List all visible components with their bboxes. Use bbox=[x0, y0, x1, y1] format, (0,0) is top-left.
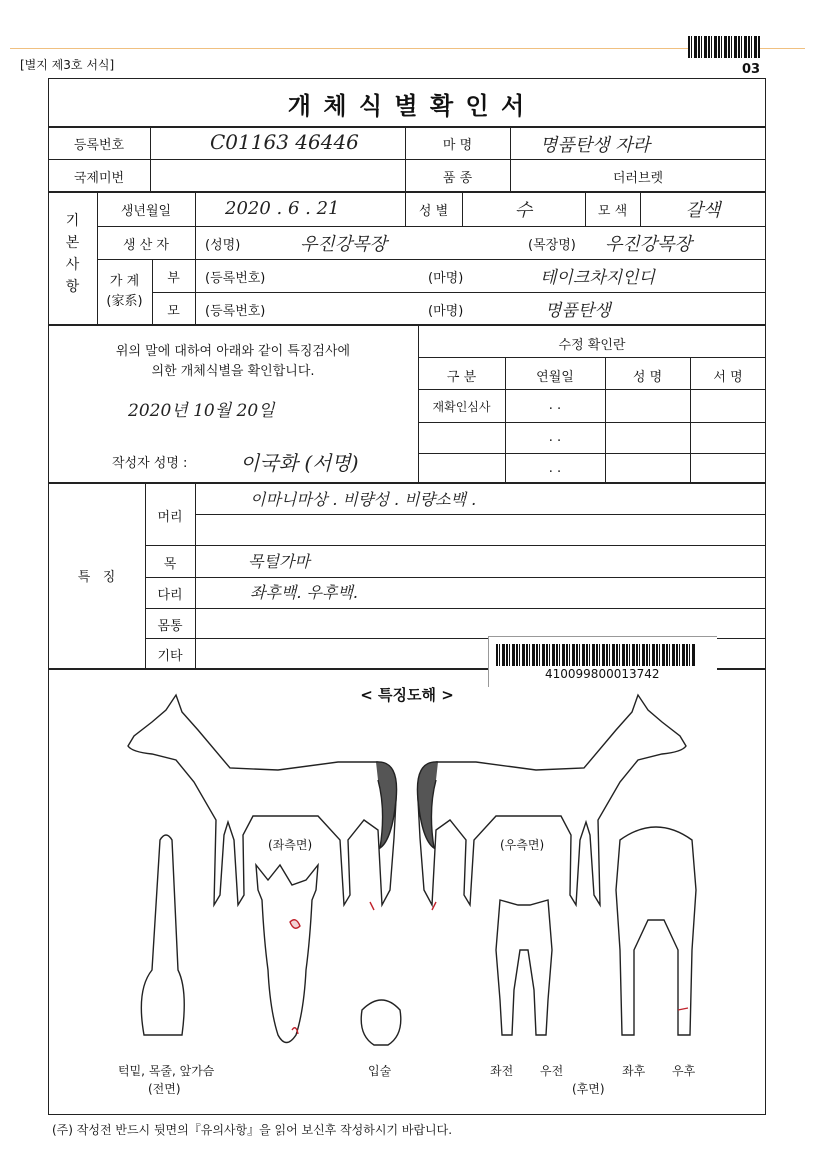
statement-line-2: 의한 개체식별을 확인합니다. bbox=[151, 364, 315, 379]
head-value: 이마니마상 . 비량성 . 비량소백 . bbox=[250, 490, 477, 509]
diagram-title: < 특징도해 > bbox=[360, 686, 454, 704]
muzzle-view bbox=[361, 1000, 401, 1045]
statement-line-1: 위의 말에 대하여 아래와 같이 특징검사에 bbox=[115, 344, 351, 359]
muzzle-marking bbox=[292, 1028, 298, 1034]
front-label: (전면) bbox=[148, 1082, 181, 1096]
international-label: 국제미번 bbox=[73, 171, 125, 186]
front-caption: 턱밑, 목줄, 앞가슴 bbox=[118, 1064, 215, 1078]
confirmation-date: 2020년 10월 20일 bbox=[128, 401, 275, 421]
horse-diagram bbox=[48, 690, 766, 1110]
muzzle-label: 입술 bbox=[368, 1064, 392, 1078]
producer-name-value: 우진강목장 bbox=[300, 234, 387, 255]
rear-marking bbox=[678, 1008, 688, 1010]
right-side-label: (우측면) bbox=[500, 838, 545, 852]
neck-label: 목 bbox=[163, 557, 177, 572]
head-front-view bbox=[256, 865, 318, 1043]
head-marking bbox=[290, 920, 300, 929]
sire-value: 테이크차지인디 bbox=[540, 268, 655, 288]
basic-info-section-label: 기 본 사 항 bbox=[65, 213, 80, 295]
page-number: 03 bbox=[742, 62, 761, 77]
legs-rear-view bbox=[616, 827, 696, 1035]
document-title: 개 체 식 별 확 인 서 bbox=[287, 92, 527, 120]
other-label: 기타 bbox=[157, 649, 183, 664]
sire-label: 부 bbox=[167, 271, 180, 286]
sire-name-label: (마명) bbox=[428, 271, 464, 286]
birth-label: 생년월일 bbox=[120, 204, 172, 219]
farm-value: 우진강목장 bbox=[605, 234, 692, 255]
coat-value: 갈색 bbox=[685, 200, 721, 221]
author-value: 이국화 (서명) bbox=[240, 451, 359, 475]
pedigree-label: 가 계 (家系) bbox=[106, 274, 143, 309]
revision-row-3-date: . . bbox=[548, 461, 562, 476]
dam-name-label: (마명) bbox=[428, 304, 464, 319]
horse-right-side bbox=[418, 695, 686, 905]
revision-row-1-date: . . bbox=[548, 398, 562, 413]
revision-header-sign: 서 명 bbox=[713, 370, 743, 385]
top-rule bbox=[10, 48, 805, 49]
neck-value: 목털가마 bbox=[248, 552, 310, 571]
dam-label: 모 bbox=[167, 304, 180, 319]
legs-value: 좌후백. 우후백. bbox=[250, 583, 358, 602]
farm-label: (목장명) bbox=[528, 238, 576, 253]
features-section-label: 특 징 bbox=[77, 570, 116, 585]
front-left-label: 좌전 bbox=[490, 1064, 514, 1078]
body-label: 몸통 bbox=[157, 619, 183, 634]
revision-header-name: 성 명 bbox=[632, 370, 663, 385]
leg-marking-1 bbox=[370, 902, 374, 910]
revision-header-type: 구 분 bbox=[446, 370, 477, 385]
author-label: 작성자 성명 : bbox=[112, 456, 188, 471]
sire-regno-label: (등록번호) bbox=[205, 271, 266, 286]
rear-label: (후면) bbox=[572, 1082, 605, 1096]
legs-label: 다리 bbox=[157, 588, 183, 603]
form-tag: [별지 제3호 서식] bbox=[20, 58, 115, 72]
breed-label: 품 종 bbox=[442, 171, 473, 186]
hind-right-label: 우후 bbox=[672, 1064, 696, 1078]
registration-label: 등록번호 bbox=[73, 138, 125, 153]
revision-title: 수정 확인란 bbox=[558, 338, 626, 353]
barcode-bars bbox=[496, 644, 696, 666]
producer-name-label: (성명) bbox=[205, 238, 241, 253]
producer-label: 생 산 자 bbox=[123, 238, 169, 253]
dam-value: 명품탄생 bbox=[545, 301, 611, 321]
neck-front-view bbox=[141, 835, 184, 1035]
sex-value: 수 bbox=[514, 200, 533, 221]
registration-value: C01163 46446 bbox=[210, 130, 359, 154]
top-barcode bbox=[688, 36, 760, 58]
coat-label: 모 색 bbox=[597, 204, 628, 219]
head-label: 머리 bbox=[157, 510, 183, 525]
revision-row-2-date: . . bbox=[548, 430, 562, 445]
barcode-number: 410099800013742 bbox=[545, 667, 660, 681]
footer-note: (주) 작성전 반드시 뒷면의『유의사항』을 읽어 보신후 작성하시기 바랍니다. bbox=[52, 1123, 453, 1137]
legs-front-view bbox=[496, 900, 552, 1035]
left-side-label: (좌측면) bbox=[268, 838, 313, 852]
dam-regno-label: (등록번호) bbox=[205, 304, 266, 319]
horse-name-value: 명품탄생 자라 bbox=[540, 135, 651, 156]
sex-label: 성 별 bbox=[418, 204, 449, 219]
horse-name-label: 마 명 bbox=[442, 138, 473, 153]
hind-left-label: 좌후 bbox=[622, 1064, 646, 1078]
front-right-label: 우전 bbox=[540, 1064, 564, 1078]
birth-value: 2020 . 6 . 21 bbox=[225, 198, 340, 219]
revision-header-date: 연월일 bbox=[536, 370, 574, 385]
revision-row-1-type: 재확인심사 bbox=[432, 400, 491, 414]
breed-value: 더러브렛 bbox=[612, 171, 664, 186]
